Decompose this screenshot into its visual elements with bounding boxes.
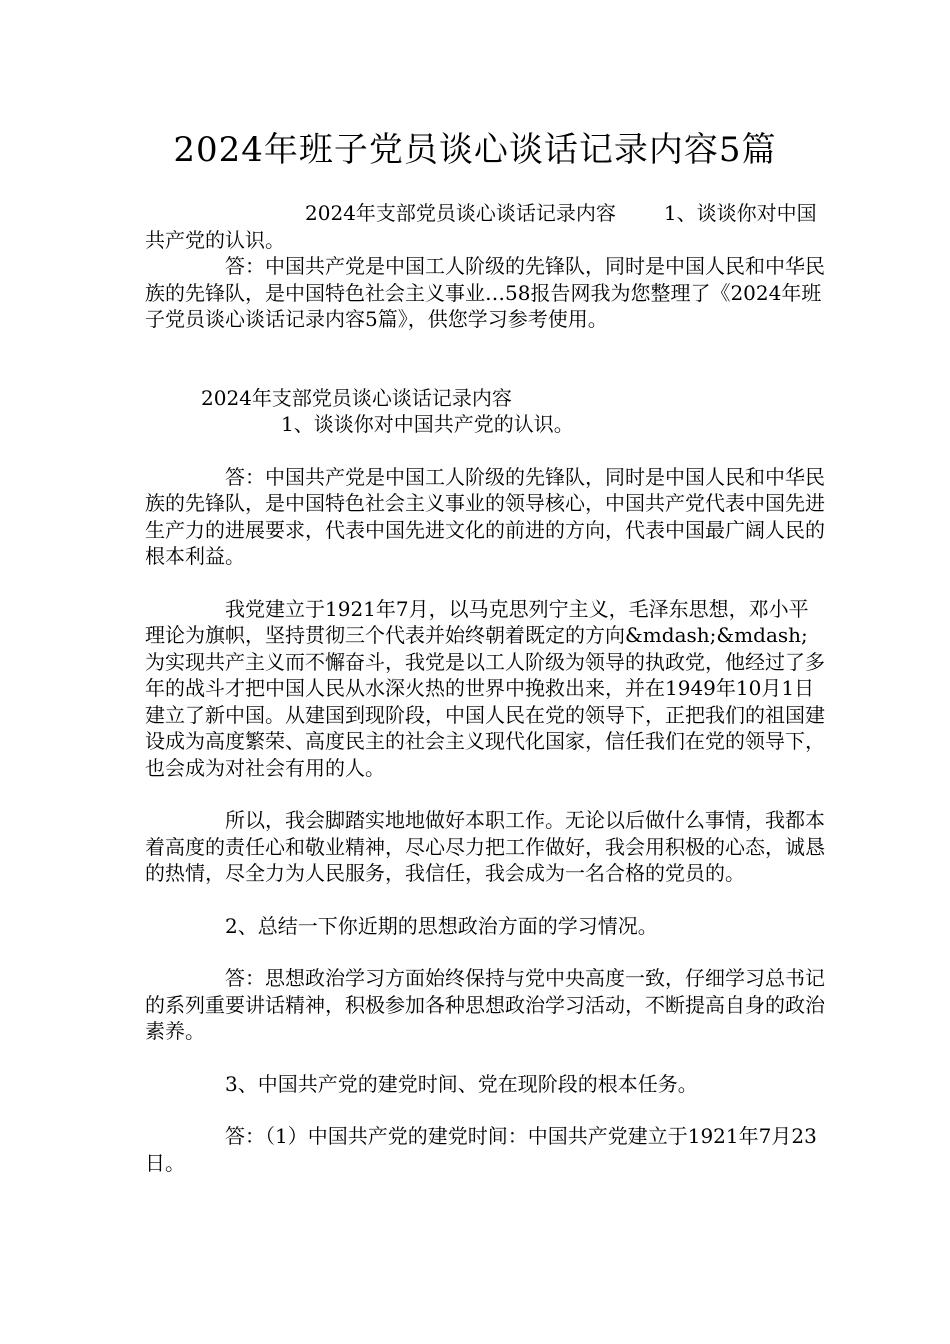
summary-paragraph xyxy=(145,200,825,253)
document-body xyxy=(145,200,825,1176)
section-heading-block xyxy=(145,385,825,438)
answer-2: 答：思想政治学习方面始终保持与党中央高度一致，仔细学习总书记的系列重要讲话精神，积极参加各种思想政治学习活动，不断提高自身的政治素养。 xyxy=(145,966,825,1043)
summary-question: 1、谈谈你对中国共产党的认识。 xyxy=(145,201,817,252)
paragraph-3: 所以，我会脚踏实地地做好本职工作。无论以后做什么事情，我都本着高度的责任心和敬业精神，尽心尽力把工作做好，我会用积极的心态，诚恳的热情，尽全力为人民服务，我信任，我会成为一名合格的党员的。 xyxy=(145,808,825,885)
summary-heading: 2024年支部党员谈心谈话记录内容 xyxy=(305,201,616,225)
answer-1: 答：中国共产党是中国工人阶级的先锋队，同时是中国人民和中华民族的先锋队，是中国特色社会主义事业的领导核心，中国共产党代表中国先进生产力的进展要求，代表中国先进文化的前进的方向，代表中国最广阔人民的根本利益。 xyxy=(145,464,825,568)
question-3: 3、中国共产党的建党时间、党在现阶段的根本任务。 xyxy=(225,1071,698,1096)
answer-3: 答：（1）中国共产党的建党时间：中国共产党建立于1921年7月23日。 xyxy=(145,1124,817,1175)
section-heading: 2024年支部党员谈心谈话记录内容 xyxy=(201,385,512,410)
question-2: 2、总结一下你近期的思想政治方面的学习情况。 xyxy=(225,913,658,938)
question-1: 1、谈谈你对中国共产党的认识。 xyxy=(281,412,574,436)
summary-answer: 答：中国共产党是中国工人阶级的先锋队，同时是中国人民和中华民族的先锋队，是中国特色社会主义事业…58报告网我为您整理了《2024年班子党员谈心谈话记录内容5篇》，供您学习参考使用。 xyxy=(145,254,825,331)
paragraph-2: 我党建立于1921年7月，以马克思列宁主义，毛泽东思想，邓小平理论为旗帜，坚持贯彻三个代表并始终朝着既定的方向&mdash;&mdash;为实现共产主义而不懈奋斗，我党是以工人阶级为领导的执政党，他经过了多年的战斗才把中国人民从水深火热的世界中挽救出来，并在1949年10月1日建立了新中国。从建国到现阶段，中国人民在党的领导下，正把我们的祖国建设成为高度繁荣、高度民主的社会主义现代化国家，信任我们在党的领导下，也会成为对社会有用的人。 xyxy=(145,596,825,780)
document-title: 2024年班子党员谈心谈话记录内容5篇 xyxy=(173,130,777,170)
